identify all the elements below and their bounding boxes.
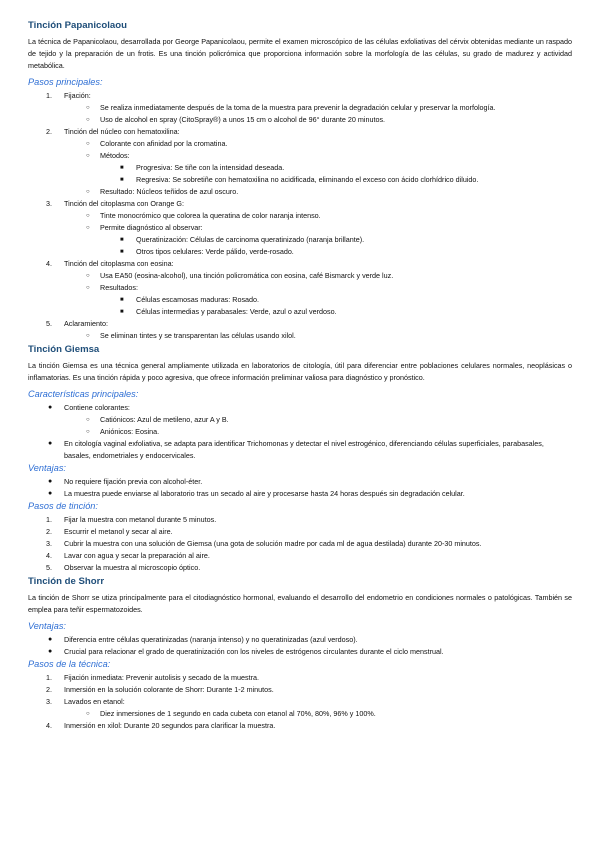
list-item: ○ Tinte monocrómico que colorea la queratina de color naranja intenso. — [86, 211, 321, 220]
list-item: ○ Permite diagnóstico al observar: — [86, 223, 203, 232]
list-item: ○ Colorante con afinidad por la cromatina. — [86, 139, 228, 148]
list-item: ○ Usa EA50 (eosina-alcohol), una tinción policromática con eosina, café Bismarck y verde luz. — [86, 271, 394, 280]
list-item: ○ Métodos: — [86, 151, 130, 160]
list-item: 3. Tinción del citoplasma con Orange G: — [46, 199, 184, 208]
list-item: ■ Progresiva: Se tiñe con la intensidad deseada. — [120, 163, 285, 172]
advantages-heading: Ventajas: — [28, 463, 66, 473]
list-item: ○ Se realiza inmediatamente después de la toma de la muestra para prevenir la degradación celular y preservar la morfología. — [86, 103, 496, 112]
section-title: Tinción de Shorr — [28, 576, 105, 587]
list-item: ● En citología vaginal exfoliativa, se adapta para identificar Trichomonas y detectar el nivel estrogénico, diferenciando células superficiales, parabasales, basales, endometriales y endocervicales. — [48, 439, 544, 460]
steps-list — [28, 514, 572, 574]
steps-heading: Pasos principales: — [28, 77, 103, 87]
intro-paragraph: La técnica de Papanicolaou, desarrollada por George Papanicolaou, permite el examen microscópico de las células exfoliativas del cérvix obtenidas mediante un raspado de tejido y la preparación de un frotis. Es una tinción policrómica que proporciona información sobre la morfología de las células, su grado de madurez y actividad metabólica. — [28, 37, 572, 70]
section-shorr — [28, 576, 572, 732]
steps-heading: Pasos de tinción: — [28, 501, 98, 511]
characteristics-list — [28, 402, 572, 462]
list-item: 4. Tinción del citoplasma con eosina: — [46, 259, 174, 268]
list-item: 2. Tinción del núcleo con hematoxilina: — [46, 127, 180, 136]
list-item: 2. Inmersión en la solución colorante de Shorr: Durante 1-2 minutos. — [46, 685, 274, 694]
list-item: 3. Cubrir la muestra con una solución de Giemsa (una gota de solución madre por cada ml de agua destilada) durante 20-30 minutos. — [46, 539, 482, 548]
list-item: 3. Lavados en etanol: — [46, 697, 125, 706]
list-item: ○ Resultados: — [86, 283, 138, 292]
list-item: ● La muestra puede enviarse al laboratorio tras un secado al aire y procesarse hasta 24 horas después sin degradación celular. — [48, 489, 465, 498]
list-item: ■ Regresiva: Se sobretiñe con hematoxilina no acidificada, eliminando el exceso con ácido clorhídrico diluido. — [120, 175, 479, 184]
list-item: ■ Otros tipos celulares: Verde pálido, verde-rosado. — [120, 247, 294, 256]
list-item: ● Diferencia entre células queratinizadas (naranja intenso) y no queratinizadas (azul verdoso). — [48, 635, 358, 644]
advantages-list — [28, 634, 572, 658]
list-item: ○ Aniónicos: Eosina. — [86, 427, 160, 436]
advantages-heading: Ventajas: — [28, 621, 66, 631]
list-item: 5. Aclaramiento: — [46, 319, 108, 328]
list-item: ○ Resultado: Núcleos teñidos de azul oscuro. — [86, 187, 239, 196]
characteristics-heading: Características principales: — [28, 389, 139, 399]
list-item: ■ Células escamosas maduras: Rosado. — [120, 295, 260, 304]
section-papanicolaou — [28, 20, 572, 342]
list-item: 2. Escurrir el metanol y secar al aire. — [46, 527, 173, 536]
list-item: 5. Observar la muestra al microscopio óptico. — [46, 563, 201, 572]
list-item: ■ Queratinización: Células de carcinoma queratinizado (naranja brillante). — [120, 235, 365, 244]
section-title: Tinción Giemsa — [28, 344, 100, 355]
section-title: Tinción Papanicolaou — [28, 20, 127, 31]
section-giemsa — [28, 344, 572, 574]
intro-paragraph: La tinción de Shorr se utiza principalmente para el citodiagnóstico hormonal, evaluando el desarrollo del endometrio en condiciones normales o patológicas. También se emplea para teñir espermatozoides. — [28, 593, 572, 614]
list-item: 4. Lavar con agua y secar la preparación al aire. — [46, 551, 210, 560]
list-item: ■ Células intermedias y parabasales: Verde, azul o azul verdoso. — [120, 307, 337, 316]
list-item: 1. Fijar la muestra con metanol durante 5 minutos. — [46, 515, 217, 524]
list-item: 4. Inmersión en xilol: Durante 20 segundos para clarificar la muestra. — [46, 721, 276, 730]
list-item: 1. Fijación: — [46, 91, 91, 100]
list-item: 1. Fijación inmediata: Prevenir autolisis y secado de la muestra. — [46, 673, 259, 682]
list-item: ● No requiere fijación previa con alcohol-éter. — [48, 477, 203, 486]
advantages-list — [28, 476, 572, 500]
steps-list — [28, 672, 572, 732]
list-item: ○ Diez inmersiones de 1 segundo en cada cubeta con etanol al 70%, 80%, 96% y 100%. — [86, 709, 376, 718]
list-item: ○ Catiónicos: Azul de metileno, azur A y B. — [86, 415, 229, 424]
intro-paragraph: La tinción Giemsa es una técnica general ampliamente utilizada en laboratorios de citología, útil para diferenciar entre poblaciones celulares normales, neoplásicas o inflamatorias. Es una tinción rápida y poco agresiva, que ofrece información preliminar valiosa para diagnóstico y pronóstico. — [28, 361, 572, 382]
list-item: ● Crucial para relacionar el grado de queratinización con los niveles de estrógenos circulantes durante el ciclo menstrual. — [48, 647, 444, 656]
steps-heading: Pasos de la técnica: — [28, 659, 111, 669]
steps-list — [28, 90, 572, 342]
list-item: ○ Uso de alcohol en spray (CitoSpray®) a unos 15 cm o alcohol de 96° durante 20 minutos. — [86, 115, 386, 124]
list-item: ○ Se eliminan tintes y se transparentan las células usando xilol. — [86, 331, 296, 340]
list-item: ● Contiene colorantes: — [48, 403, 130, 412]
